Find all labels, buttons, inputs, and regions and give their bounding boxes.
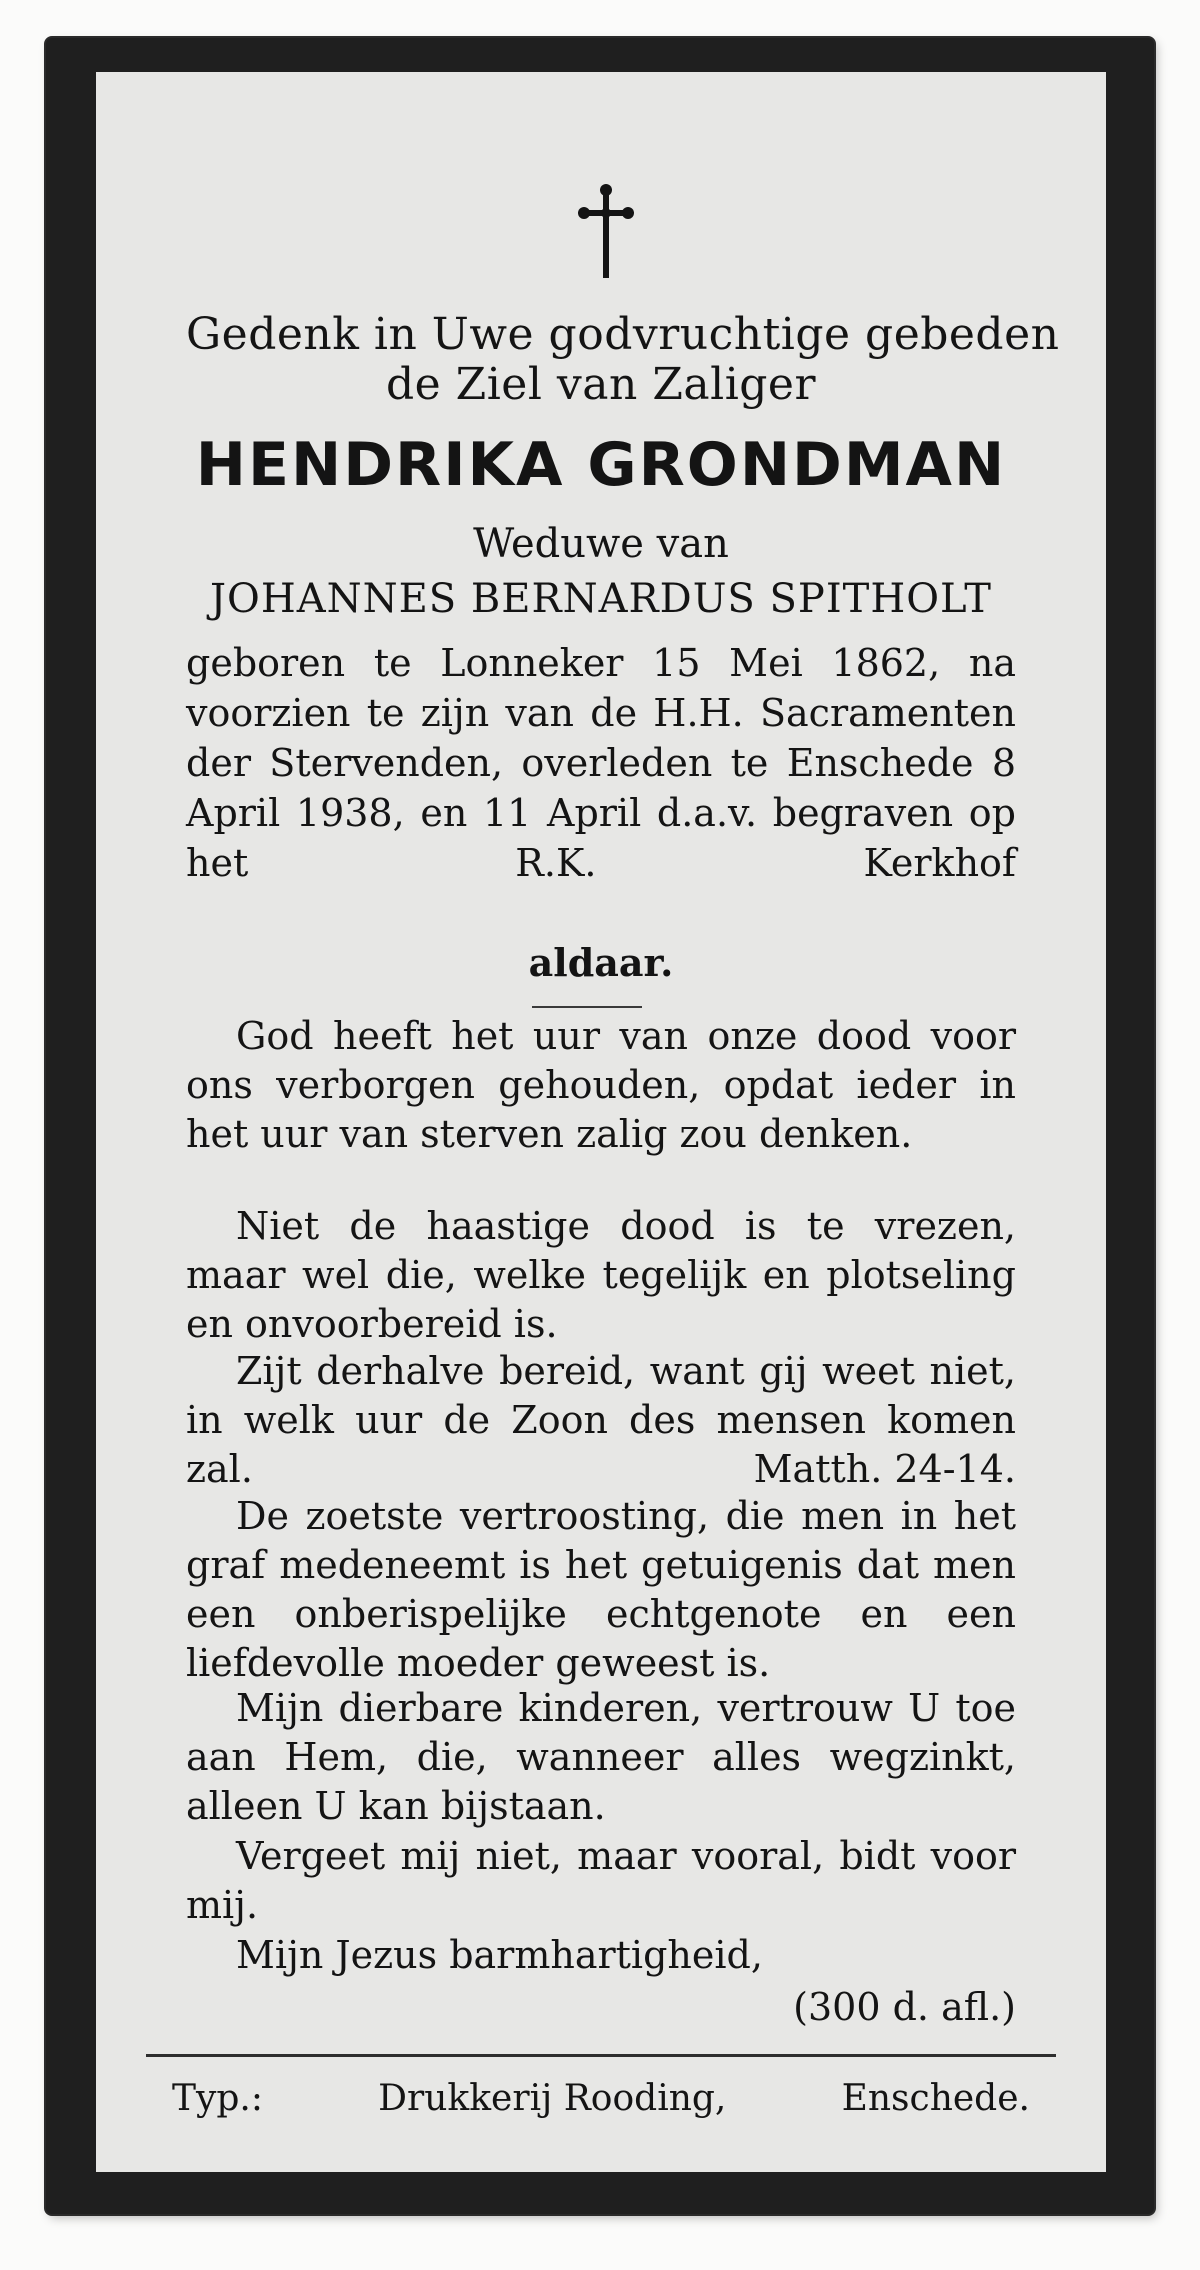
paragraph-3-body: Zijt derhalve bereid, want gij weet niet, in welk uur de Zoon des mensen komen zal. (186, 1349, 1016, 1491)
husband-name: JOHANNES BERNARDUS SPITHOLT (210, 576, 992, 622)
memorial-card (96, 72, 1106, 2172)
biography-end: aldaar. (528, 940, 674, 985)
paragraph-3-text (186, 1347, 1016, 1494)
deceased-name: HENDRIKA GRONDMAN (195, 430, 1007, 500)
intro-line-1: Gedenk in Uwe godvruchtige gebeden (186, 309, 1060, 360)
biography: geboren te Lonneker 15 Mei 1862, na voorzien te zijn van de H.H. Sacramenten der Stervenden, overleden te Enschede 8 April 1938, en 11 April d.a.v. begraven op het R.K. Kerkhof (186, 641, 1016, 885)
ejaculation-prayer: Mijn Jezus barmhartigheid, (236, 1933, 763, 1977)
paragraph-1-text: God heeft het uur van onze dood voor ons verborgen gehouden, opdat ieder in het uur van sterven zalig zou denken. (186, 1014, 1016, 1156)
widow-of-label: Weduwe van (473, 521, 729, 567)
paragraph-2-text: Niet de haastige dood is te vrezen, maar wel die, welke tegelijk en plotseling en onvoorbereid is. (186, 1204, 1016, 1346)
paragraph-6-text: Vergeet mij niet, maar vooral, bidt voor mij. (186, 1834, 1016, 1927)
printer-city: Enschede. (841, 2078, 1030, 2119)
indulgence-note: (300 d. afl.) (793, 1985, 1016, 2029)
paragraph-2 (186, 1202, 1016, 1349)
cross-icon (576, 182, 636, 282)
short-divider (532, 1006, 642, 1008)
printer-name: Drukkerij Rooding, (378, 2078, 727, 2119)
bible-reference: Matth. 24-14. (753, 1447, 1016, 1491)
paragraph-1 (186, 1012, 1016, 1159)
intro-text (186, 309, 1060, 410)
paragraph-6 (186, 1832, 1016, 1930)
paragraph-5-text: Mijn dierbare kinderen, vertrouw U toe aan Hem, die, wanneer alles wegzinkt, alleen U kan bijstaan. (186, 1686, 1016, 1828)
paragraph-4 (186, 1492, 1016, 1688)
intro-line-2: de Ziel van Zaliger (385, 359, 817, 410)
printer-credit (146, 2076, 1056, 2122)
paragraph-3 (186, 1347, 1016, 1494)
printer-label: Typ.: (172, 2078, 263, 2119)
footer-divider (146, 2054, 1056, 2057)
paragraph-5 (186, 1684, 1016, 1831)
paragraph-4-text: De zoetste vertroosting, die men in het graf medeneemt is het getuigenis dat men een onberispelijke echtgenote en een liefdevolle moeder geweest is. (186, 1494, 1016, 1685)
